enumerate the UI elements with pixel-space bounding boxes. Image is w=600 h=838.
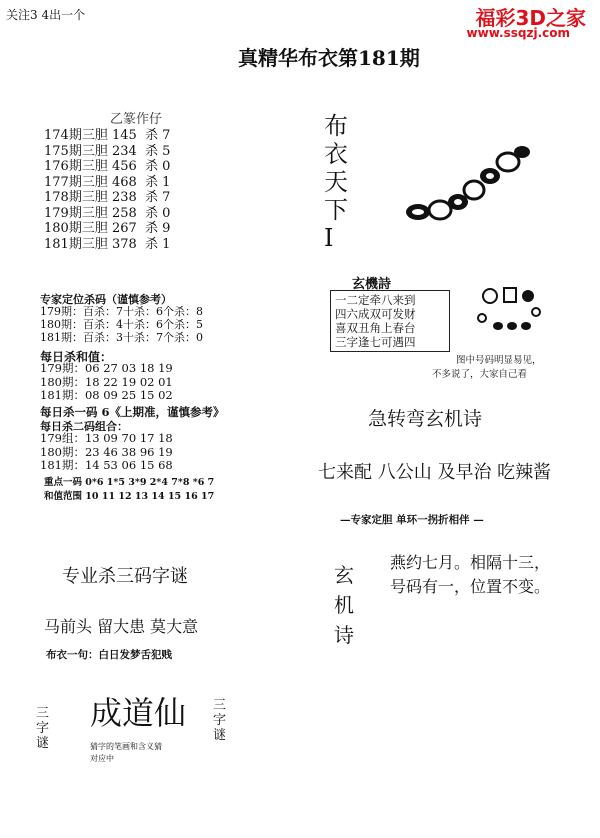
list-item: 181期三胆 378 杀 1 [44,236,171,252]
xuanji-label: 玄機詩 [352,277,392,292]
poem-box [330,290,450,352]
list-item: 176期三胆 456 杀 0 [44,159,171,174]
chengdaoxian: 成道仙 [90,694,187,732]
poem-line: 四六成双可发财 [335,307,416,321]
yan-line: 燕约七月。相隔十三， [390,553,551,572]
list-item: 180期：18 22 19 02 01 [40,374,173,389]
brand-watermark: 福彩3D之家 [475,6,586,30]
expert-line: —专家定胆 单环一拐折相伴 — [340,514,484,526]
small-note: 猜字的笔画和含义猜 [90,742,162,751]
buyi-line: 布衣一句：白日发梦舌犯贱 [46,649,172,661]
list-item: 181期：08 09 25 15 02 [40,388,173,402]
sum-range: 和值范围 10 11 12 13 14 15 16 17 [44,491,215,502]
san-zi-mi-left: 三字谜 [36,706,50,751]
xuanji-vertical: 玄机诗 [334,563,354,647]
page-title: 真精华布衣第181期 [238,46,420,70]
poem-line: 喜双丑角上春台 [335,321,416,335]
kill-two-title: 每日杀二码组合： [40,420,128,433]
list-item: 180期：23 46 38 96 19 [40,444,173,459]
list-item: 179期：06 27 03 18 19 [40,361,173,375]
list-item: 181期：14 53 06 15 68 [40,458,173,472]
list-item: 180期：百杀：4十杀：6个杀：5 [40,318,203,331]
key-line: 重点一码 0*6 1*5 3*9 2*4 7*8 *6 7 [44,477,215,488]
poem-line: 一二定牵八来到 [335,293,416,307]
brand-url: www.ssqzj.com [466,26,570,40]
pic-note: 不多说了，大家自己看 [432,369,528,380]
buyi-tianxia: 布衣天下I [324,112,348,252]
jizhuan-title: 急转弯玄机诗 [368,408,483,430]
top-note: 关注3 4出一个 [6,8,86,22]
expert-title: 专家定位杀码（谨慎参考） [40,293,172,306]
seven-line: 七来配 八公山 及早治 吃辣酱 [318,462,552,483]
poem-line: 三字逢七可遇四 [335,335,416,349]
list-item: 179组：13 09 70 17 18 [40,431,173,445]
kill-one-title: 每日杀一码 6《上期准，谨慎参考》 [40,405,225,419]
list-item: 179期：百杀：7十杀：6个杀：8 [40,305,203,318]
pic-note: 图中号码明显易见， [456,355,542,366]
list-item: 180期三胆 267 杀 9 [44,221,171,236]
sum-title: 每日杀和值： [40,350,113,364]
riddle-title: 专业杀三码字谜 [62,566,188,587]
riddle-text: 马前头 留大患 莫大意 [44,617,199,636]
yan-line: 号码有一，位置不变。 [390,577,551,596]
dan-list [44,128,170,252]
san-zi-mi-right: 三字谜 [213,698,227,743]
objects-picture [476,284,546,342]
coin-ornament [398,140,538,230]
list-item: 177期三胆 468 杀 1 [44,174,171,190]
list-item: 175期三胆 234 杀 5 [44,143,171,159]
kill-two-list [40,432,173,473]
small-note: 对应中 [90,754,114,763]
list-item: 178期三胆 238 杀 7 [44,190,171,205]
list-item: 174期三胆 145 杀 7 [44,128,171,143]
list-item: 179期三胆 258 杀 0 [44,205,171,221]
sum-list [40,362,173,403]
expert-list [40,305,203,344]
section-title: 乙篆作仔 [110,112,163,127]
list-item: 181期：百杀：3十杀：7个杀：0 [40,331,203,344]
